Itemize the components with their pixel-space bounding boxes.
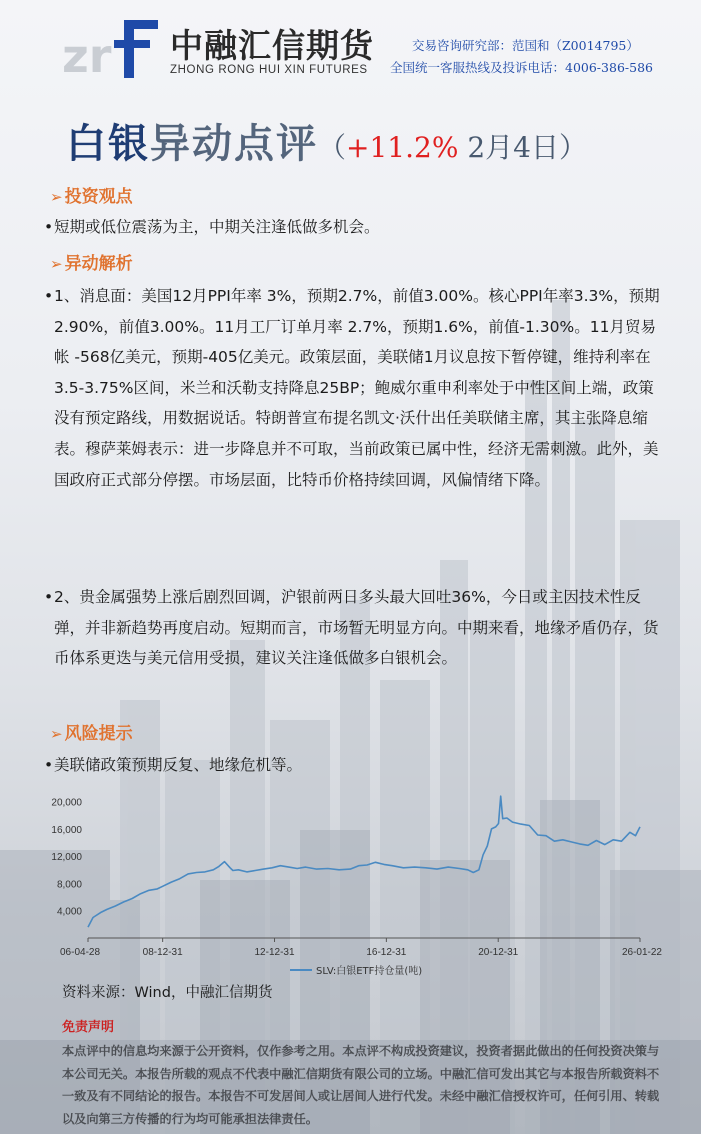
title-date: 2月4日） bbox=[458, 131, 587, 164]
chevron-right-icon: ➢ bbox=[50, 188, 63, 206]
x-tick-label: 08-12-31 bbox=[142, 947, 183, 958]
logo-chinese-name: 中融汇信期货 bbox=[170, 26, 374, 65]
paragraph-text: 1、消息面：美国12月PPI年率 3%，预期2.7%，前值3.00%。核心PPI年率3.3%，预期2.90%，前值3.00%。11月工厂订单月率 2.7%，预期1.6%，前值-1.30%。11月贸易帐 -568亿美元，预期-405亿美元。政策层面，美联储1月议息按下暂停键，维持利率在3.5-3.75%区间，米兰和沃勒支持降息25BP；鲍威尔重申利率处于中性区间上端，政策没有预定路线，用数据说话。特朗普宣布提名凯文·沃什出任美联储主席，其主张降息缩表。穆萨莱姆表示：进一步降息并不可取，当前政策已属中性，经济无需刺激。此外，美国政府正式部分停摆。市场层面，比特币价格持续回调，风偏情绪下降。 bbox=[54, 287, 660, 489]
bullet-icon: • bbox=[44, 588, 54, 606]
y-tick-label: 20,000 bbox=[51, 797, 82, 809]
title-open-paren: （ bbox=[318, 131, 347, 164]
title-silver: 白银 bbox=[66, 121, 150, 167]
paragraph-text: 美联储政策预期反复、地缘危机等。 bbox=[54, 756, 303, 774]
analysis-paragraph-2 bbox=[44, 582, 664, 674]
disclaimer-body: 本点评中的信息均来源于公开资料，仅作参考之用。本点评不构成投资建议，投资者据此做出的任何投资决策与本公司无关。本报告所载的观点不代表中融汇信期货有限公司的立场。中融汇信可发出其它与本报告所载资料不一致及有不同结论的报告。本报告不可发居间人或让居间人进行代发。未经中融汇信授权许可，任何引用、转载以及向第三方传播的行为均可能承担法律责任。 bbox=[62, 1044, 660, 1126]
risk-text bbox=[44, 750, 664, 781]
paragraph-text: 2、贵金属强势上涨后剧烈回调，沪银前两日多头最大回吐36%，今日或主因技术性反弹，并非新趋势再度启动。短期而言，市场暂无明显方向。中期来看，地缘矛盾仍存，货币体系更迭与美元信用受损，建议关注逢低做多白银机会。 bbox=[54, 588, 659, 668]
source-note: 资料来源：Wind，中融汇信期货 bbox=[62, 985, 273, 1001]
slv-holdings-chart bbox=[40, 780, 666, 980]
bullet-icon: • bbox=[44, 756, 54, 774]
x-tick-label: 26-01-22 bbox=[621, 947, 662, 958]
section-title: 异动解析 bbox=[64, 254, 133, 274]
analysis-paragraph-1 bbox=[44, 281, 664, 495]
y-tick-label: 12,000 bbox=[51, 852, 82, 864]
x-tick-label: 16-12-31 bbox=[366, 947, 407, 958]
bullet-icon: • bbox=[44, 218, 54, 236]
y-tick-label: 16,000 bbox=[51, 824, 82, 836]
x-tick-label: 20-12-31 bbox=[478, 947, 519, 958]
chart-svg bbox=[40, 780, 666, 980]
x-tick-label: 06-04-28 bbox=[60, 947, 101, 958]
disclaimer-title: 免责声明 bbox=[62, 1020, 115, 1035]
zrf-logo-mark bbox=[62, 16, 162, 80]
bullet-icon: • bbox=[44, 287, 54, 305]
paragraph-text: 短期或低位震荡为主，中期关注逢低做多机会。 bbox=[54, 218, 380, 236]
y-tick-label: 8,000 bbox=[56, 879, 82, 891]
contact-info bbox=[390, 35, 690, 79]
x-tick-label: 12-12-31 bbox=[254, 947, 295, 958]
section-investment-view bbox=[50, 182, 133, 207]
chevron-right-icon: ➢ bbox=[50, 725, 63, 743]
page-title bbox=[66, 112, 587, 169]
legend-label: SLV:白银ETF持仓量(吨) bbox=[316, 966, 423, 977]
title-subject: 异动点评 bbox=[150, 121, 318, 167]
series-line bbox=[88, 796, 640, 927]
investment-view-text bbox=[44, 212, 664, 243]
svg-text:zr: zr bbox=[62, 29, 112, 80]
section-risk bbox=[50, 719, 133, 744]
logo-english-name: ZHONG RONG HUI XIN FUTURES bbox=[170, 64, 368, 76]
research-contact: 交易咨询研究部：范国和（Z0014795） bbox=[412, 38, 639, 53]
title-change-pct: +11.2% bbox=[346, 131, 459, 164]
hotline-contact: 全国统一客服热线及投诉电话：4006-386-586 bbox=[390, 60, 653, 75]
section-title: 投资观点 bbox=[64, 187, 133, 207]
chevron-right-icon: ➢ bbox=[50, 255, 63, 273]
section-title: 风险提示 bbox=[64, 724, 133, 744]
y-tick-label: 4,000 bbox=[56, 906, 82, 918]
section-analysis bbox=[50, 249, 133, 274]
company-logo bbox=[62, 14, 382, 84]
